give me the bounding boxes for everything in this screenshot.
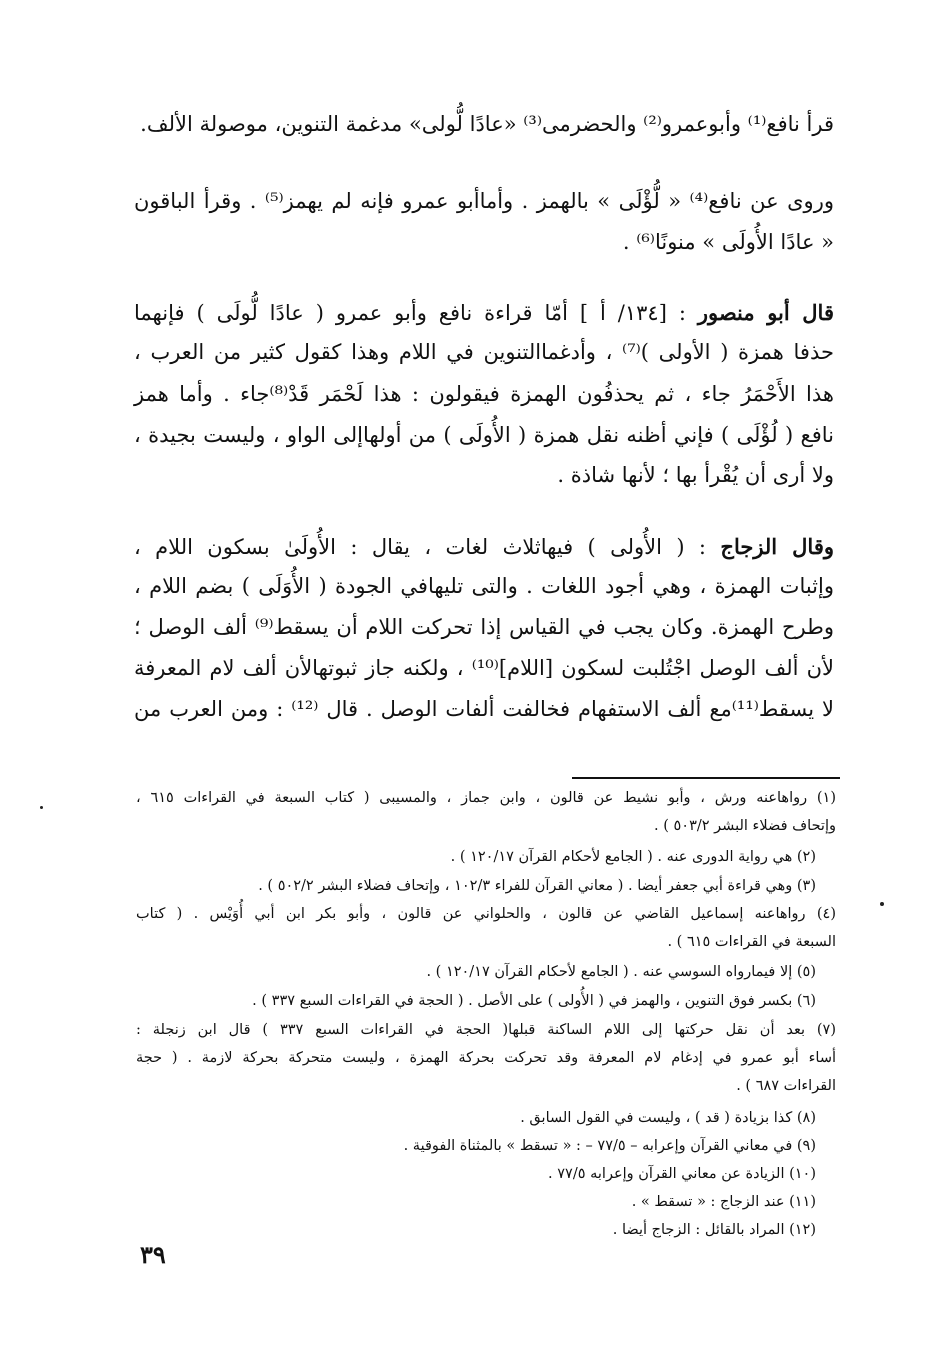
body-line: قال أبو منصور : [١٣٤/ أ ] أمّا قراءة نافع وأبو عمرو ( عادًا لُّولَى ) فإنهما (134, 300, 834, 325)
footnote-line: السبعة في القراءات ٦١٥ ) . (667, 934, 836, 950)
footnote-separator (572, 777, 840, 779)
footnote-line: (٥) إلا فيمارواه السوسي عنه . ( الجامع لأحكام القرآن ١٢٠/١٧ ) . (426, 964, 816, 980)
body-line: وإثبات الهمزة ، وهي أجود اللغات . والتى تليهافي الجودة ( الأُوَلَى ) بضم اللام ، (134, 574, 834, 598)
scan-speck (880, 902, 884, 906)
body-line: حذفا همزة ( الأولى )⁽⁷⁾ ، وأدغماالتنوين في اللام وهذا كقول كثير من العرب ، (134, 340, 834, 364)
body-line: لأن ألف الوصل اجْتُلبت لسكون [اللام]⁽¹⁰⁾ ، ولكنه جاز ثبوتهالأن ألف لام المعرفة (134, 656, 835, 680)
body-line: وروى عن نافع⁽⁴⁾ « لُّؤْلَى » بالهمز . وأماأبو عمرو فإنه لم يهمز⁽⁵⁾ . وقرأ الباقون (134, 189, 834, 213)
footnote-line: (٩) في معاني القرآن وإعرابه – ٧٧/٥ – : « تسقط » بالمثناة الفوقية . (403, 1138, 816, 1154)
footnote-line: (١٢) المراد بالقائل : الزجاج أيضا . (612, 1222, 816, 1238)
body-line: ولا أرى أن يُقْرأ بها ؛ لأنها شاذة . (557, 463, 834, 487)
footnote-line: (٧) بعد أن نقل حركتها إلى اللام الساكنة قبلها( الحجة في القراءات السبع ٣٣٧ ) قال ابن زنجلة : (136, 1022, 837, 1038)
page-number: ٣٩ (140, 1240, 166, 1269)
body-line: « عادًا الأُولَى » منونًا⁽⁶⁾ . (622, 230, 834, 254)
body-line: وطرح الهمزة. وكان يجب في القياس إذا تحركت اللام أن يسقط⁽⁹⁾ ألف الوصل ؛ (134, 615, 834, 639)
footnote-line: (٦) بكسر فوق التنوين ، والهمز في ( الأُولى ) على الأصل . ( الحجة في القراءات السبع ٣٣٧ ) . (252, 993, 816, 1009)
footnote-line: القراءات ٦٨٧ ) . (736, 1078, 836, 1094)
footnote-line: (٢) هي رواية الدورى عنه . ( الجامع لأحكام القرآن ١٢٠/١٧ ) . (450, 849, 816, 865)
scan-speck (40, 806, 43, 809)
paragraph-lead: وقال الزجاج (720, 534, 834, 559)
paragraph-lead: قال أبو منصور (697, 300, 834, 325)
footnote-line: (٨) كذا بزيادة ( قد ) ، وليست في القول السابق . (520, 1110, 816, 1126)
body-line: لا يسقط⁽¹¹⁾مع ألف الاستفهام فخالفت ألفات الوصل . قال ⁽¹²⁾ : ومن العرب من (134, 697, 834, 721)
footnote-line: أساء أبو عمرو في إدغام لام المعرفة وقد تحركت بحركة الهمزة ، وليست متحركة بحركة لازمة . ( حجة (136, 1050, 836, 1066)
footnote-line: (٣) وهي قراءة أبي جعفر أيضا . ( معاني القرآن للفراء ١٠٢/٣ ، وإتحاف فضلاء البشر ٥٠٢/٢ ) . (258, 878, 816, 894)
body-line: نافع ( لُؤْلَى ) فإني أظنه نقل همزة ( الأُولَى ) من أولهاإلى الواو ، وليست بجيدة ، (134, 423, 834, 447)
footnote-line: (٤) رواهاعنه إسماعيل القاضي عن قالون ، والحلواني عن قالون ، وأبو بكر ابن أبي أُوَيْس . ( كتاب (136, 906, 836, 922)
footnote-line: (١١) عند الزجاج : « تسقط » . (631, 1194, 816, 1210)
footnote-line: (١) رواهاعنه ورش ، وأبو نشيط عن قالون ، وابن جماز ، والمسيبى ( كتاب السبعة في القراءات ٦١٥ ، (136, 790, 836, 806)
footnote-line: (١٠) الزيادة عن معاني القرآن وإعرابه ٧٧/٥ . (548, 1166, 816, 1182)
body-line: قرأ نافع⁽¹⁾ وأبوعمرو⁽²⁾ والحضرمى⁽³⁾ «عادًا لُّولى» مدغمة التنوين، موصولة الألف. (140, 112, 834, 136)
body-line: وقال الزجاج : ( الأُولى ) فيهاثلاث لغات ، يقال : الأُولَىٰ بسكون اللام ، (134, 534, 834, 559)
footnote-line: وإتحاف فضلاء البشر ٥٠٣/٢ ) . (654, 818, 836, 834)
body-line: هذا الأَحْمَرُ جاء ، ثم يحذفُون الهمزة فيقولون : هذا لَحْمَر قَدْ⁽⁸⁾جاء . وأما همز (134, 382, 834, 406)
